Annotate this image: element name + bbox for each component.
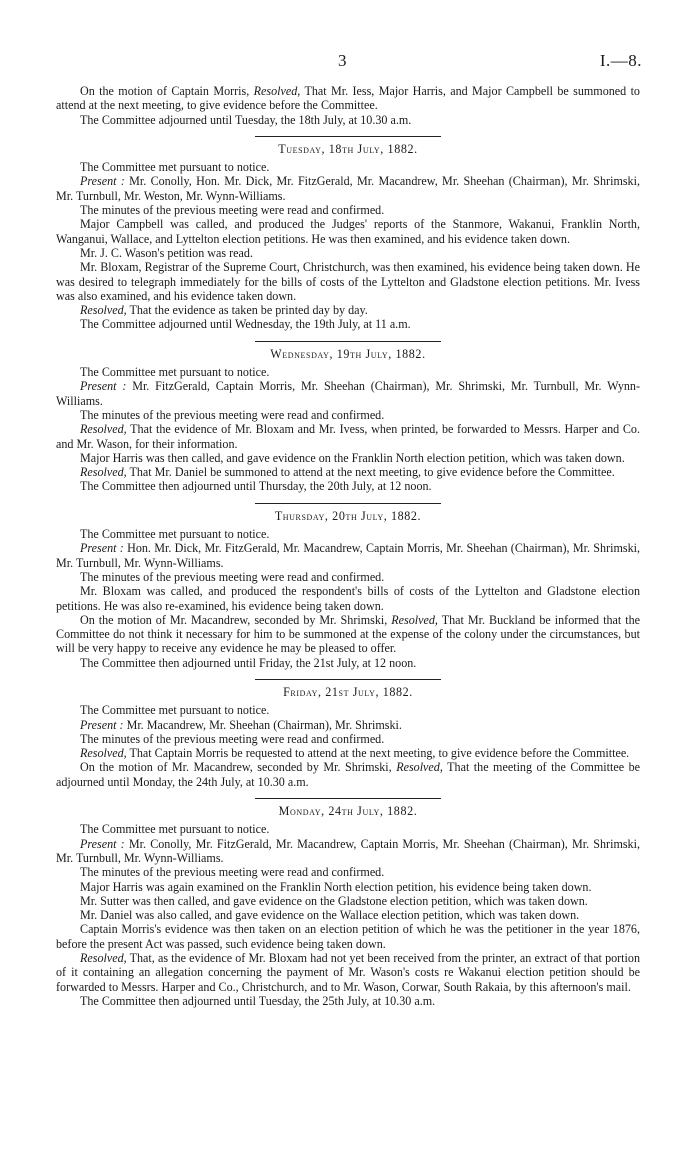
section-divider [255, 341, 441, 342]
paragraph: Present : Hon. Mr. Dick, Mr. FitzGerald, Mr. Macandrew, Captain Morris, Mr. Sheehan (Chairman), Mr. Shrimski, Mr. Turnbull, Mr. Wynn-Williams. [56, 541, 640, 570]
paragraph: Mr. J. C. Wason's petition was read. [80, 245, 253, 260]
paragraph: The minutes of the previous meeting were read and confirmed. [80, 203, 385, 218]
paragraph: The Committee met pursuant to notice. [80, 365, 270, 380]
section-divider [255, 503, 441, 504]
paragraph: Captain Morris's evidence was then taken on an election petition of which he was the petitioner in the year 1876, before the present Act was passed, such evidence being taken down. [56, 922, 640, 951]
paragraph: The Committee then adjourned until Friday, the 21st July, at 12 noon. [80, 655, 417, 670]
paragraph: Mr. Sutter was then called, and gave evidence on the Gladstone election petition, which was taken down. [80, 893, 588, 908]
paragraph: The Committee then adjourned until Thursday, the 20th July, at 12 noon. [80, 479, 432, 494]
paragraph: Major Harris was then called, and gave evidence on the Franklin North election petition, which was taken down. [80, 450, 625, 465]
paragraph: The minutes of the previous meeting were read and confirmed. [80, 407, 385, 422]
paragraph: Mr. Bloxam, Registrar of the Supreme Court, Christchurch, was then examined, his evidence being taken down. He was desired to telegraph immediately for the bills of costs of the Lyttelton and Gladstone election petitions. Mr. Ivess was also examined, and his evidence taken down. [56, 260, 640, 303]
paragraph: On the motion of Mr. Macandrew, seconded by Mr. Shrimski, Resolved, That Mr. Buckland be informed that the Committee do not think it necessary for him to be summoned at the expense of the colony under the circumstances, but will be very happy to receive any evidence he may be pleased to offer. [56, 612, 640, 656]
meeting-date: Tuesday, 18th July, 1882. [278, 141, 418, 156]
paragraph: The Committee adjourned until Tuesday, the 18th July, at 10.30 a.m. [80, 112, 412, 127]
meeting-section [56, 804, 640, 1008]
paragraph: Resolved, That Captain Morris be requested to attend at the next meeting, to give evidence before the Committee. [80, 746, 630, 761]
meeting-section [56, 347, 640, 494]
meeting-section [56, 509, 640, 670]
paragraph: Present : Mr. Macandrew, Mr. Sheehan (Chairman), Mr. Shrimski. [80, 717, 402, 732]
paragraph: The Committee met pursuant to notice. [80, 160, 270, 175]
meeting-section [56, 142, 640, 332]
paragraph: Resolved, That the evidence as taken be printed day by day. [80, 303, 368, 318]
minutes-body [56, 84, 640, 1008]
meeting-date: Monday, 24th July, 1882. [278, 804, 418, 819]
paragraph: Resolved, That Mr. Daniel be summoned to attend at the next meeting, to give evidence before the Committee. [80, 465, 615, 480]
paragraph: The minutes of the previous meeting were read and confirmed. [80, 569, 385, 584]
document-reference: I.—8. [599, 51, 642, 70]
section-divider [255, 679, 441, 680]
paragraph: Mr. Daniel was also called, and gave evidence on the Wallace election petition, which was taken down. [80, 908, 580, 923]
intro-block [56, 84, 640, 127]
meeting-date: Thursday, 20th July, 1882. [274, 508, 422, 523]
page-number: 3 [338, 51, 347, 70]
paragraph: The Committee met pursuant to notice. [80, 527, 270, 542]
paragraph: The Committee met pursuant to notice. [80, 822, 270, 837]
paragraph: Resolved, That, as the evidence of Mr. Bloxam had not yet been received from the printer, an extract of that portion of it containing an allegation concerning the payment of Mr. Wason's costs re Wakanui election petition should be forwarded to Messrs. Harper and Co., Christchurch, and to Mr. Wason, Corwar, South Rakaia, by this afternoon's mail. [56, 951, 640, 994]
paragraph: The minutes of the previous meeting were read and confirmed. [80, 865, 385, 880]
paragraph: Mr. Bloxam was called, and produced the respondent's bills of costs of the Lyttelton and Gladstone election petitions. He was also re-examined, his evidence being taken down. [56, 584, 640, 613]
paragraph: The Committee then adjourned until Tuesday, the 25th July, at 10.30 a.m. [80, 993, 436, 1008]
paragraph: On the motion of Mr. Macandrew, seconded by Mr. Shrimski, Resolved, That the meeting of the Committee be adjourned until Monday, the 24th July, at 10.30 a.m. [56, 760, 640, 789]
section-divider [255, 798, 441, 799]
paragraph: The Committee adjourned until Wednesday, the 19th July, at 11 a.m. [80, 317, 411, 332]
meeting-date: Friday, 21st July, 1882. [283, 684, 413, 699]
section-divider [255, 136, 441, 137]
meeting-date: Wednesday, 19th July, 1882. [270, 346, 426, 361]
paragraph: Major Campbell was called, and produced the Judges' reports of the Stanmore, Wakanui, Franklin North, Wanganui, Wallace, and Lyttelton election petitions. He was then examined, and his evidence taken down. [56, 217, 640, 246]
paragraph: On the motion of Captain Morris, Resolved, That Mr. Iess, Major Harris, and Major Campbell be summoned to attend at the next meeting, to give evidence before the Committee. [56, 84, 640, 113]
paragraph: The Committee met pursuant to notice. [80, 703, 270, 718]
meeting-section [56, 685, 640, 789]
paragraph: Major Harris was again examined on the Franklin North election petition, his evidence being taken down. [80, 879, 592, 894]
paragraph: Present : Mr. Conolly, Hon. Mr. Dick, Mr. FitzGerald, Mr. Macandrew, Mr. Sheehan (Chairman), Mr. Shrimski, Mr. Turnbull, Mr. Weston, Mr. Wynn-Williams. [56, 174, 640, 203]
paragraph: The minutes of the previous meeting were read and confirmed. [80, 731, 385, 746]
paragraph: Resolved, That the evidence of Mr. Bloxam and Mr. Ivess, when printed, be forwarded to Messrs. Harper and Co. and Mr. Wason, for their information. [56, 422, 640, 451]
paragraph: Present : Mr. FitzGerald, Captain Morris, Mr. Sheehan (Chairman), Mr. Shrimski, Mr. Turnbull, Mr. Wynn-Williams. [56, 379, 640, 408]
paragraph: Present : Mr. Conolly, Mr. FitzGerald, Mr. Macandrew, Captain Morris, Mr. Sheehan (Chairman), Mr. Shrimski, Mr. Turnbull, Mr. Wynn-Williams. [56, 836, 640, 865]
